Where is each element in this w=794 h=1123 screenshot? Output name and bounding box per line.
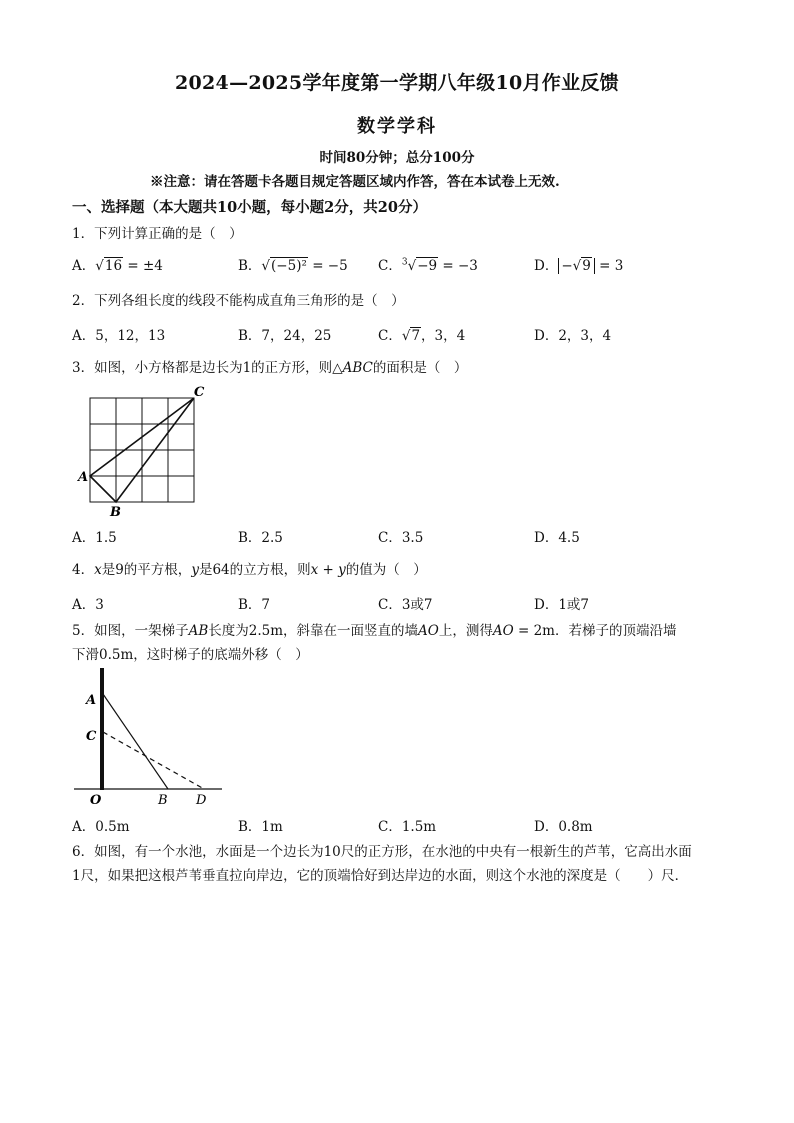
q1-option-c bbox=[378, 254, 478, 274]
q5-option-c: C．1.5m bbox=[378, 819, 437, 835]
point-label-d: D bbox=[196, 793, 207, 808]
q1-option-d bbox=[534, 254, 623, 274]
q3-option-d: D．4.5 bbox=[534, 530, 580, 546]
radicand: −9 bbox=[417, 258, 438, 274]
q5-ladder-figure bbox=[74, 664, 230, 808]
radical-sign: √ bbox=[401, 328, 411, 344]
q4-option-c: C．3或7 bbox=[378, 597, 433, 613]
notice: ※注意：请在答题卡各题目规定答题区域内作答，答在本试卷上无效. bbox=[150, 174, 560, 190]
q2-option-b: B．7，24，25 bbox=[238, 328, 332, 344]
point-label-a: A bbox=[78, 470, 89, 485]
option-rest: ，3，4 bbox=[421, 328, 466, 344]
radicand: (−5)² bbox=[271, 258, 307, 274]
expr-x-plus-y: x + y bbox=[310, 562, 346, 578]
q3-option-c: C．3.5 bbox=[378, 530, 424, 546]
q5-stem-line2: 下滑0.5m，这时梯子的底端外移（ ） bbox=[72, 647, 309, 663]
q1-option-a bbox=[72, 254, 163, 274]
triangle-name: ABC bbox=[342, 360, 373, 376]
q3-option-a: A．1.5 bbox=[72, 530, 117, 546]
q5-stem-line1 bbox=[72, 619, 677, 639]
exam-title: 2024—2025学年度第一学期八年级10月作业反馈 bbox=[174, 72, 619, 94]
q1-option-b bbox=[238, 254, 348, 274]
q3-stem bbox=[72, 356, 467, 376]
segment-ab: AB bbox=[188, 623, 209, 639]
grid-lines bbox=[90, 398, 194, 502]
radical-sign: √ bbox=[572, 258, 582, 274]
q4-stem bbox=[72, 558, 427, 578]
var-x: x bbox=[94, 562, 102, 578]
point-label-b: B bbox=[110, 505, 121, 518]
radicand: 16 bbox=[104, 258, 123, 274]
ladder-ab bbox=[103, 694, 168, 789]
abs-value bbox=[558, 258, 595, 274]
time-info: 时间80分钟；总分100分 bbox=[319, 150, 475, 166]
option-label: C． bbox=[378, 258, 402, 274]
option-label: D． bbox=[534, 258, 559, 274]
point-label-o: O bbox=[90, 793, 102, 808]
option-rest: = −3 bbox=[442, 258, 478, 274]
q5-option-b: B．1m bbox=[238, 819, 283, 835]
ladder-cd bbox=[103, 732, 204, 789]
option-label: B． bbox=[238, 258, 262, 274]
q6-stem-line1: 6．如图，有一个水池，水面是一个边长为10尺的正方形，在水池的中央有一根新生的芦苇，它高出水面 bbox=[72, 844, 692, 860]
segment-ao: AO bbox=[492, 623, 514, 639]
option-rest: = −5 bbox=[312, 258, 348, 274]
section-title: 一、选择题（本大题共10小题，每小题2分，共20分） bbox=[72, 199, 427, 216]
radicand: 7 bbox=[411, 328, 421, 344]
stem-text: 5．如图，一架梯子 bbox=[72, 623, 189, 639]
point-label-b: B bbox=[158, 793, 168, 808]
point-label-c: C bbox=[86, 729, 97, 744]
segment-ao: AO bbox=[418, 623, 439, 639]
stem-text: 上，测得 bbox=[438, 623, 493, 639]
stem-text: 是9的平方根， bbox=[101, 562, 192, 578]
q2-option-c bbox=[378, 324, 465, 344]
stem-text: 长度为2.5m，斜靠在一面竖直的墙 bbox=[208, 623, 419, 639]
point-label-a: A bbox=[86, 693, 97, 708]
q5-option-a: A．0.5m bbox=[72, 819, 130, 835]
var-y: y bbox=[191, 562, 199, 578]
minus-sign: − bbox=[561, 258, 573, 274]
point-label-c: C bbox=[194, 385, 205, 400]
q3-grid-figure bbox=[76, 382, 216, 518]
radical-sign: √ bbox=[407, 258, 417, 274]
q4-option-a: A．3 bbox=[72, 597, 104, 613]
option-label: A． bbox=[72, 258, 96, 274]
q2-option-d: D．2，3，4 bbox=[534, 328, 612, 344]
radical-sign: √ bbox=[95, 258, 104, 274]
root-index: 3 bbox=[401, 257, 408, 268]
triangle-symbol: △ bbox=[332, 360, 343, 376]
subject-title: 数学学科 bbox=[357, 116, 437, 137]
q6-stem-line2: 1尺，如果把这根芦苇垂直拉向岸边，它的顶端恰好到达岸边的水面，则这个水池的深度是（ ）尺． bbox=[72, 868, 689, 884]
stem-text: 是64的立方根，则 bbox=[198, 562, 311, 578]
q4-option-d: D．1或7 bbox=[534, 597, 590, 613]
q3-option-b: B．2.5 bbox=[238, 530, 283, 546]
stem-text: 的面积是（ ） bbox=[372, 360, 468, 376]
stem-text: 3．如图，小方格都是边长为1的正方形，则 bbox=[72, 360, 333, 376]
q5-option-d: D．0.8m bbox=[534, 819, 593, 835]
option-label: C． bbox=[378, 328, 402, 344]
stem-text: 4． bbox=[72, 562, 95, 578]
option-rest: = 3 bbox=[599, 258, 624, 274]
q4-option-b: B．7 bbox=[238, 597, 271, 613]
option-rest: = ±4 bbox=[127, 258, 163, 274]
q2-stem: 2．下列各组长度的线段不能构成直角三角形的是（ ） bbox=[72, 293, 405, 309]
stem-text: = 2m．若梯子的顶端沿墙 bbox=[513, 623, 677, 639]
stem-text: 的值为（ ） bbox=[345, 562, 427, 578]
radicand: 9 bbox=[582, 258, 591, 274]
q2-option-a: A．5，12，13 bbox=[72, 328, 166, 344]
radical-sign: √ bbox=[261, 258, 271, 274]
q1-stem: 1．下列计算正确的是（ ） bbox=[72, 226, 243, 242]
